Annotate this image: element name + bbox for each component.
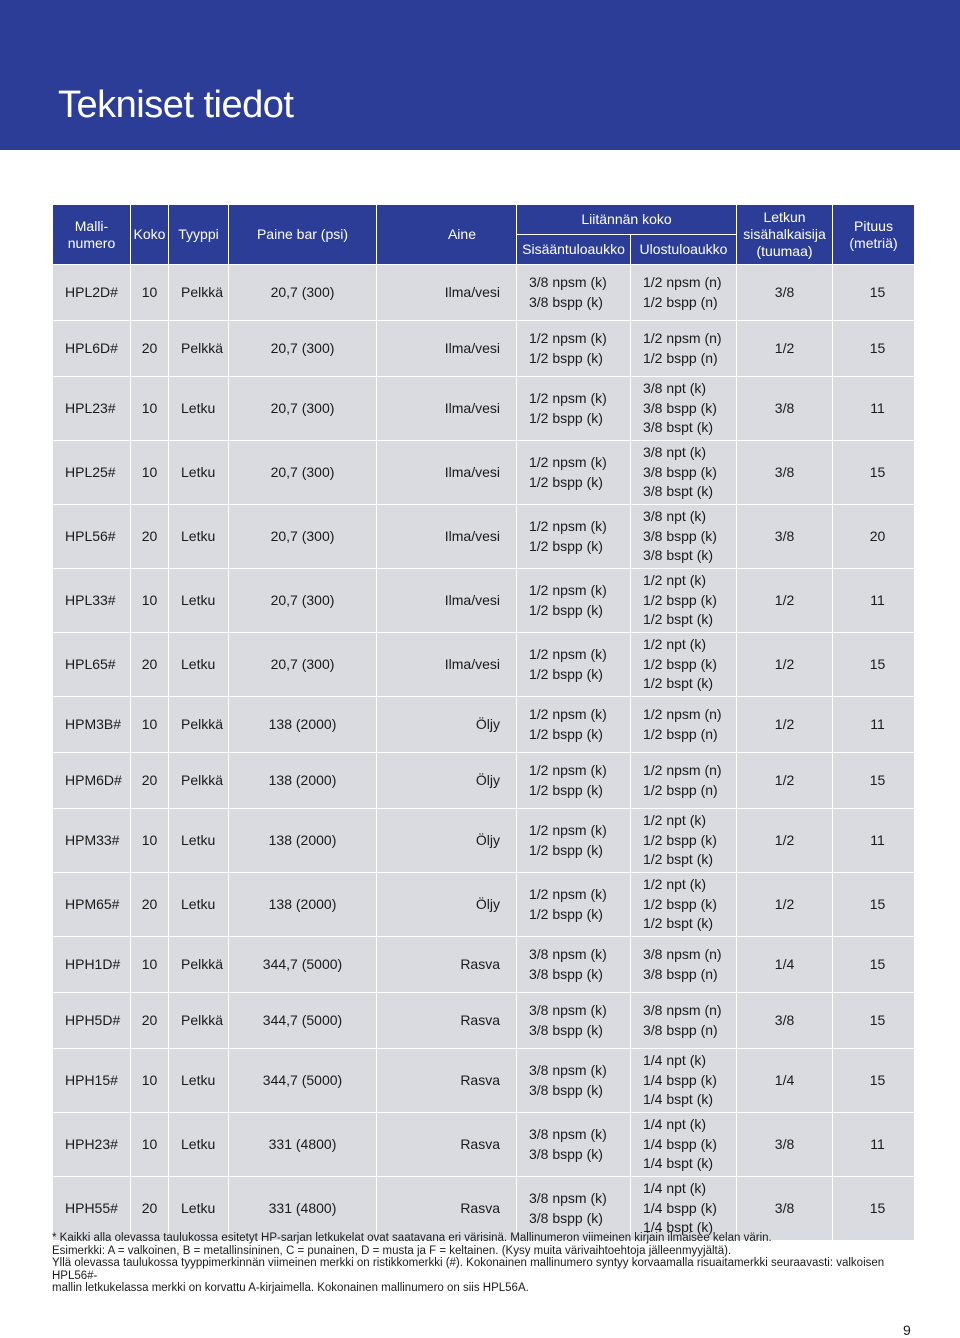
cell-outlet-line: 1/2 bspt (k) bbox=[643, 915, 714, 932]
cell-outlet bbox=[631, 321, 737, 377]
cell-size: 20 bbox=[131, 1177, 169, 1241]
cell-inlet bbox=[517, 441, 631, 505]
table-row bbox=[53, 569, 915, 633]
cell-length: 15 bbox=[833, 265, 915, 321]
table-row bbox=[53, 321, 915, 377]
cell-model: HPL2D# bbox=[53, 265, 131, 321]
cell-inlet bbox=[517, 1177, 631, 1241]
cell-outlet-line: 1/2 npt (k) bbox=[643, 572, 707, 589]
cell-outlet-line: 1/2 bspt (k) bbox=[643, 851, 714, 868]
footnote-line: * Kaikki alla olevassa taulukossa esitetyt HP-sarjan letkukelat ovat saatavana eri värisinä. Mallinumeron viimeinen kirjain ilmaisee kelan värin. bbox=[52, 1232, 772, 1244]
cell-pressure: 20,7 (300) bbox=[229, 321, 377, 377]
cell-model: HPH55# bbox=[53, 1177, 131, 1241]
cell-length: 15 bbox=[833, 873, 915, 937]
cell-inlet-line: 3/8 bspp (k) bbox=[529, 1081, 603, 1098]
cell-outlet bbox=[631, 937, 737, 993]
cell-outlet-line: 1/4 bspt (k) bbox=[643, 1155, 714, 1172]
cell-type: Letku bbox=[169, 633, 229, 697]
cell-outlet-line: 1/4 bspp (k) bbox=[643, 1199, 717, 1216]
cell-inlet bbox=[517, 809, 631, 873]
cell-outlet-line: 1/2 npt (k) bbox=[643, 812, 707, 829]
cell-outlet-line: 1/4 bspt (k) bbox=[643, 1219, 714, 1236]
cell-outlet-line: 1/2 bspp (n) bbox=[643, 725, 718, 742]
table-row bbox=[53, 633, 915, 697]
header-size: Koko bbox=[131, 205, 169, 265]
cell-length: 15 bbox=[833, 321, 915, 377]
cell-type: Letku bbox=[169, 377, 229, 441]
cell-medium: Ilma/vesi bbox=[377, 505, 517, 569]
cell-outlet-line: 1/2 npsm (n) bbox=[643, 274, 722, 290]
cell-outlet-line: 1/4 bspp (k) bbox=[643, 1071, 717, 1088]
cell-length: 11 bbox=[833, 377, 915, 441]
cell-outlet bbox=[631, 569, 737, 633]
cell-outlet bbox=[631, 265, 737, 321]
cell-medium: Ilma/vesi bbox=[377, 633, 517, 697]
cell-length: 15 bbox=[833, 1177, 915, 1241]
cell-model: HPM3B# bbox=[53, 697, 131, 753]
cell-medium: Rasva bbox=[377, 1177, 517, 1241]
table-row bbox=[53, 505, 915, 569]
cell-pressure: 138 (2000) bbox=[229, 809, 377, 873]
cell-type: Letku bbox=[169, 1049, 229, 1113]
cell-hose-diameter: 3/8 bbox=[737, 441, 833, 505]
cell-outlet-line: 3/8 npt (k) bbox=[643, 444, 707, 461]
cell-medium: Öljy bbox=[377, 809, 517, 873]
cell-inlet-line: 3/8 bspp (k) bbox=[529, 1145, 603, 1162]
cell-length: 15 bbox=[833, 937, 915, 993]
cell-length: 15 bbox=[833, 753, 915, 809]
cell-outlet bbox=[631, 873, 737, 937]
table-row bbox=[53, 1113, 915, 1177]
cell-type: Pelkkä bbox=[169, 993, 229, 1049]
cell-outlet-line: 1/2 npt (k) bbox=[643, 636, 707, 653]
cell-outlet-line: 3/8 bspt (k) bbox=[643, 547, 714, 564]
cell-length: 15 bbox=[833, 441, 915, 505]
cell-inlet bbox=[517, 1049, 631, 1113]
cell-medium: Ilma/vesi bbox=[377, 441, 517, 505]
cell-pressure: 331 (4800) bbox=[229, 1177, 377, 1241]
cell-size: 10 bbox=[131, 569, 169, 633]
cell-outlet-line: 1/2 bspp (k) bbox=[643, 895, 717, 912]
cell-inlet bbox=[517, 633, 631, 697]
header-type: Tyyppi bbox=[169, 205, 229, 265]
cell-inlet-line: 1/2 npsm (k) bbox=[529, 886, 607, 902]
page-title: Tekniset tiedot bbox=[58, 84, 294, 126]
cell-size: 20 bbox=[131, 321, 169, 377]
cell-pressure: 344,7 (5000) bbox=[229, 937, 377, 993]
spec-table bbox=[52, 204, 915, 1241]
cell-outlet bbox=[631, 377, 737, 441]
cell-size: 10 bbox=[131, 697, 169, 753]
cell-inlet-line: 1/2 bspp (k) bbox=[529, 781, 603, 798]
cell-type: Letku bbox=[169, 809, 229, 873]
cell-pressure: 20,7 (300) bbox=[229, 377, 377, 441]
cell-type: Letku bbox=[169, 569, 229, 633]
cell-inlet-line: 3/8 npsm (k) bbox=[529, 274, 607, 290]
cell-pressure: 344,7 (5000) bbox=[229, 993, 377, 1049]
cell-outlet bbox=[631, 1049, 737, 1113]
header-length: Pituus (metriä) bbox=[833, 205, 915, 265]
cell-type: Letku bbox=[169, 1177, 229, 1241]
cell-pressure: 331 (4800) bbox=[229, 1113, 377, 1177]
cell-inlet-line: 1/2 bspp (k) bbox=[529, 409, 603, 426]
cell-type: Pelkkä bbox=[169, 321, 229, 377]
cell-size: 10 bbox=[131, 441, 169, 505]
cell-type: Pelkkä bbox=[169, 265, 229, 321]
cell-outlet-line: 1/2 bspp (k) bbox=[643, 591, 717, 608]
cell-pressure: 20,7 (300) bbox=[229, 569, 377, 633]
cell-outlet bbox=[631, 633, 737, 697]
cell-pressure: 20,7 (300) bbox=[229, 633, 377, 697]
page-number: 9 bbox=[903, 1322, 911, 1338]
cell-outlet-line: 3/8 bspp (k) bbox=[643, 399, 717, 416]
cell-inlet-line: 1/2 npsm (k) bbox=[529, 762, 607, 778]
table-row bbox=[53, 873, 915, 937]
cell-type: Letku bbox=[169, 441, 229, 505]
cell-inlet bbox=[517, 569, 631, 633]
cell-hose-diameter: 1/4 bbox=[737, 1049, 833, 1113]
cell-pressure: 138 (2000) bbox=[229, 753, 377, 809]
cell-inlet-line: 3/8 npsm (k) bbox=[529, 946, 607, 962]
cell-pressure: 138 (2000) bbox=[229, 697, 377, 753]
cell-hose-diameter: 1/2 bbox=[737, 809, 833, 873]
cell-model: HPH5D# bbox=[53, 993, 131, 1049]
cell-inlet-line: 3/8 bspp (k) bbox=[529, 293, 603, 310]
cell-medium: Ilma/vesi bbox=[377, 377, 517, 441]
cell-pressure: 138 (2000) bbox=[229, 873, 377, 937]
table-row bbox=[53, 809, 915, 873]
cell-size: 20 bbox=[131, 993, 169, 1049]
cell-pressure: 20,7 (300) bbox=[229, 441, 377, 505]
cell-outlet-line: 1/2 bspp (n) bbox=[643, 781, 718, 798]
cell-size: 10 bbox=[131, 377, 169, 441]
cell-size: 10 bbox=[131, 1049, 169, 1113]
cell-outlet-line: 1/2 npsm (n) bbox=[643, 706, 722, 722]
header-outlet: Ulostuloaukko bbox=[631, 235, 737, 265]
cell-model: HPH1D# bbox=[53, 937, 131, 993]
cell-outlet-line: 1/2 bspp (n) bbox=[643, 349, 718, 366]
cell-inlet bbox=[517, 697, 631, 753]
cell-length: 11 bbox=[833, 809, 915, 873]
cell-inlet-line: 3/8 bspp (k) bbox=[529, 1021, 603, 1038]
cell-inlet-line: 1/2 npsm (k) bbox=[529, 822, 607, 838]
cell-type: Pelkkä bbox=[169, 937, 229, 993]
table-row bbox=[53, 1049, 915, 1113]
cell-outlet-line: 1/2 npsm (n) bbox=[643, 330, 722, 346]
cell-inlet-line: 1/2 bspp (k) bbox=[529, 537, 603, 554]
cell-outlet bbox=[631, 993, 737, 1049]
cell-hose-diameter: 3/8 bbox=[737, 377, 833, 441]
cell-type: Letku bbox=[169, 1113, 229, 1177]
cell-outlet bbox=[631, 1113, 737, 1177]
cell-medium: Rasva bbox=[377, 1113, 517, 1177]
table-row bbox=[53, 1177, 915, 1241]
cell-inlet-line: 1/2 npsm (k) bbox=[529, 454, 607, 470]
spec-table-body bbox=[53, 265, 915, 1241]
footnotes bbox=[52, 1232, 912, 1295]
cell-inlet-line: 1/2 npsm (k) bbox=[529, 330, 607, 346]
cell-inlet bbox=[517, 321, 631, 377]
header-connection-size: Liitännän koko bbox=[517, 205, 737, 235]
cell-outlet-line: 1/4 npt (k) bbox=[643, 1116, 707, 1133]
table-row bbox=[53, 753, 915, 809]
cell-inlet bbox=[517, 505, 631, 569]
table-row bbox=[53, 265, 915, 321]
cell-inlet-line: 1/2 bspp (k) bbox=[529, 725, 603, 742]
cell-inlet-line: 1/2 npsm (k) bbox=[529, 390, 607, 406]
cell-pressure: 20,7 (300) bbox=[229, 265, 377, 321]
cell-type: Pelkkä bbox=[169, 753, 229, 809]
cell-hose-diameter: 3/8 bbox=[737, 265, 833, 321]
cell-outlet-line: 1/2 npt (k) bbox=[643, 876, 707, 893]
cell-medium: Rasva bbox=[377, 937, 517, 993]
header-inlet: Sisääntuloaukko bbox=[517, 235, 631, 265]
cell-model: HPL25# bbox=[53, 441, 131, 505]
cell-inlet-line: 3/8 bspp (k) bbox=[529, 1209, 603, 1226]
cell-outlet-line: 3/8 npsm (n) bbox=[643, 946, 722, 962]
cell-outlet-line: 1/4 bspp (k) bbox=[643, 1135, 717, 1152]
cell-medium: Ilma/vesi bbox=[377, 569, 517, 633]
cell-medium: Öljy bbox=[377, 753, 517, 809]
cell-medium: Rasva bbox=[377, 993, 517, 1049]
footnote-line: Yllä olevassa taulukossa tyyppimerkinnän viimeinen merkki on ristikkomerkki (#). Kokonainen mallinumero syntyy korvaamalla risuaitamerkki seuraavasti: valkoisen HPL56#- bbox=[52, 1257, 885, 1282]
cell-inlet-line: 1/2 npsm (k) bbox=[529, 582, 607, 598]
cell-outlet-line: 1/4 npt (k) bbox=[643, 1180, 707, 1197]
cell-size: 20 bbox=[131, 633, 169, 697]
cell-size: 10 bbox=[131, 1113, 169, 1177]
cell-size: 10 bbox=[131, 809, 169, 873]
cell-model: HPL56# bbox=[53, 505, 131, 569]
cell-length: 11 bbox=[833, 1113, 915, 1177]
cell-outlet bbox=[631, 505, 737, 569]
cell-inlet-line: 1/2 bspp (k) bbox=[529, 841, 603, 858]
cell-inlet-line: 3/8 npsm (k) bbox=[529, 1126, 607, 1142]
table-row bbox=[53, 377, 915, 441]
cell-outlet bbox=[631, 441, 737, 505]
cell-outlet bbox=[631, 753, 737, 809]
header-medium: Aine bbox=[377, 205, 517, 265]
cell-model: HPH23# bbox=[53, 1113, 131, 1177]
cell-inlet-line: 1/2 npsm (k) bbox=[529, 646, 607, 662]
cell-pressure: 344,7 (5000) bbox=[229, 1049, 377, 1113]
cell-inlet-line: 1/2 npsm (k) bbox=[529, 706, 607, 722]
cell-outlet-line: 3/8 bspp (n) bbox=[643, 1021, 718, 1038]
cell-model: HPL33# bbox=[53, 569, 131, 633]
cell-outlet-line: 1/2 bspp (n) bbox=[643, 293, 718, 310]
cell-inlet-line: 1/2 bspp (k) bbox=[529, 349, 603, 366]
cell-medium: Ilma/vesi bbox=[377, 265, 517, 321]
cell-inlet-line: 1/2 bspp (k) bbox=[529, 665, 603, 682]
cell-outlet-line: 3/8 bspp (k) bbox=[643, 527, 717, 544]
cell-model: HPH15# bbox=[53, 1049, 131, 1113]
cell-size: 20 bbox=[131, 753, 169, 809]
cell-inlet-line: 3/8 npsm (k) bbox=[529, 1002, 607, 1018]
cell-medium: Öljy bbox=[377, 873, 517, 937]
cell-outlet-line: 3/8 bspt (k) bbox=[643, 483, 714, 500]
cell-outlet bbox=[631, 697, 737, 753]
cell-hose-diameter: 1/2 bbox=[737, 569, 833, 633]
cell-model: HPL23# bbox=[53, 377, 131, 441]
table-row bbox=[53, 697, 915, 753]
cell-outlet-line: 3/8 bspp (k) bbox=[643, 463, 717, 480]
cell-hose-diameter: 1/2 bbox=[737, 633, 833, 697]
cell-inlet bbox=[517, 873, 631, 937]
cell-inlet-line: 3/8 npsm (k) bbox=[529, 1062, 607, 1078]
cell-outlet-line: 1/2 bspp (k) bbox=[643, 831, 717, 848]
cell-pressure: 20,7 (300) bbox=[229, 505, 377, 569]
cell-size: 20 bbox=[131, 505, 169, 569]
cell-inlet bbox=[517, 1113, 631, 1177]
cell-model: HPM33# bbox=[53, 809, 131, 873]
cell-inlet-line: 1/2 npsm (k) bbox=[529, 518, 607, 534]
cell-medium: Öljy bbox=[377, 697, 517, 753]
cell-hose-diameter: 1/4 bbox=[737, 937, 833, 993]
cell-hose-diameter: 1/2 bbox=[737, 873, 833, 937]
cell-model: HPL6D# bbox=[53, 321, 131, 377]
cell-medium: Ilma/vesi bbox=[377, 321, 517, 377]
cell-hose-diameter: 1/2 bbox=[737, 697, 833, 753]
cell-outlet-line: 1/2 bspt (k) bbox=[643, 611, 714, 628]
spec-table-container bbox=[52, 204, 914, 1241]
cell-size: 10 bbox=[131, 937, 169, 993]
cell-length: 11 bbox=[833, 569, 915, 633]
cell-outlet bbox=[631, 1177, 737, 1241]
cell-type: Pelkkä bbox=[169, 697, 229, 753]
footnote-line: mallin letkukelassa merkki on korvattu A-kirjaimella. Kokonainen mallinumero on siis HPL56A. bbox=[52, 1282, 529, 1295]
cell-outlet bbox=[631, 809, 737, 873]
cell-outlet-line: 3/8 npt (k) bbox=[643, 380, 707, 397]
cell-outlet-line: 1/4 npt (k) bbox=[643, 1052, 707, 1069]
cell-inlet bbox=[517, 937, 631, 993]
cell-inlet-line: 1/2 bspp (k) bbox=[529, 601, 603, 618]
cell-inlet bbox=[517, 993, 631, 1049]
cell-length: 20 bbox=[833, 505, 915, 569]
cell-type: Letku bbox=[169, 873, 229, 937]
cell-inlet-line: 1/2 bspp (k) bbox=[529, 905, 603, 922]
cell-hose-diameter: 3/8 bbox=[737, 505, 833, 569]
header-pressure: Paine bar (psi) bbox=[229, 205, 377, 265]
table-row bbox=[53, 993, 915, 1049]
cell-size: 10 bbox=[131, 265, 169, 321]
cell-type: Letku bbox=[169, 505, 229, 569]
header-hose-diameter: Letkun sisähalkaisija (tuumaa) bbox=[737, 205, 833, 265]
cell-outlet-line: 3/8 bspp (n) bbox=[643, 965, 718, 982]
cell-outlet-line: 3/8 bspt (k) bbox=[643, 419, 714, 436]
cell-length: 15 bbox=[833, 993, 915, 1049]
cell-outlet-line: 3/8 npt (k) bbox=[643, 508, 707, 525]
cell-model: HPL65# bbox=[53, 633, 131, 697]
cell-length: 11 bbox=[833, 697, 915, 753]
footnote-line: Esimerkki: A = valkoinen, B = metallinsininen, C = punainen, D = musta ja F = keltainen. (Kysy muita värivaihtoehtoja jälleenmyyjältä). bbox=[52, 1244, 732, 1257]
cell-outlet-line: 3/8 npsm (n) bbox=[643, 1002, 722, 1018]
cell-outlet-line: 1/4 bspt (k) bbox=[643, 1091, 714, 1108]
title-banner bbox=[0, 0, 960, 150]
cell-size: 20 bbox=[131, 873, 169, 937]
cell-hose-diameter: 1/2 bbox=[737, 321, 833, 377]
cell-model: HPM65# bbox=[53, 873, 131, 937]
cell-length: 15 bbox=[833, 1049, 915, 1113]
cell-model: HPM6D# bbox=[53, 753, 131, 809]
header-model: Malli- numero bbox=[53, 205, 131, 265]
cell-hose-diameter: 3/8 bbox=[737, 1177, 833, 1241]
cell-inlet-line: 3/8 npsm (k) bbox=[529, 1190, 607, 1206]
cell-outlet-line: 1/2 npsm (n) bbox=[643, 762, 722, 778]
cell-length: 15 bbox=[833, 633, 915, 697]
cell-outlet-line: 1/2 bspp (k) bbox=[643, 655, 717, 672]
cell-outlet-line: 1/2 bspt (k) bbox=[643, 675, 714, 692]
cell-medium: Rasva bbox=[377, 1049, 517, 1113]
cell-inlet bbox=[517, 753, 631, 809]
cell-inlet-line: 1/2 bspp (k) bbox=[529, 473, 603, 490]
cell-hose-diameter: 3/8 bbox=[737, 993, 833, 1049]
table-row bbox=[53, 937, 915, 993]
cell-hose-diameter: 3/8 bbox=[737, 1113, 833, 1177]
table-row bbox=[53, 441, 915, 505]
cell-inlet-line: 3/8 bspp (k) bbox=[529, 965, 603, 982]
cell-hose-diameter: 1/2 bbox=[737, 753, 833, 809]
cell-inlet bbox=[517, 377, 631, 441]
cell-inlet bbox=[517, 265, 631, 321]
